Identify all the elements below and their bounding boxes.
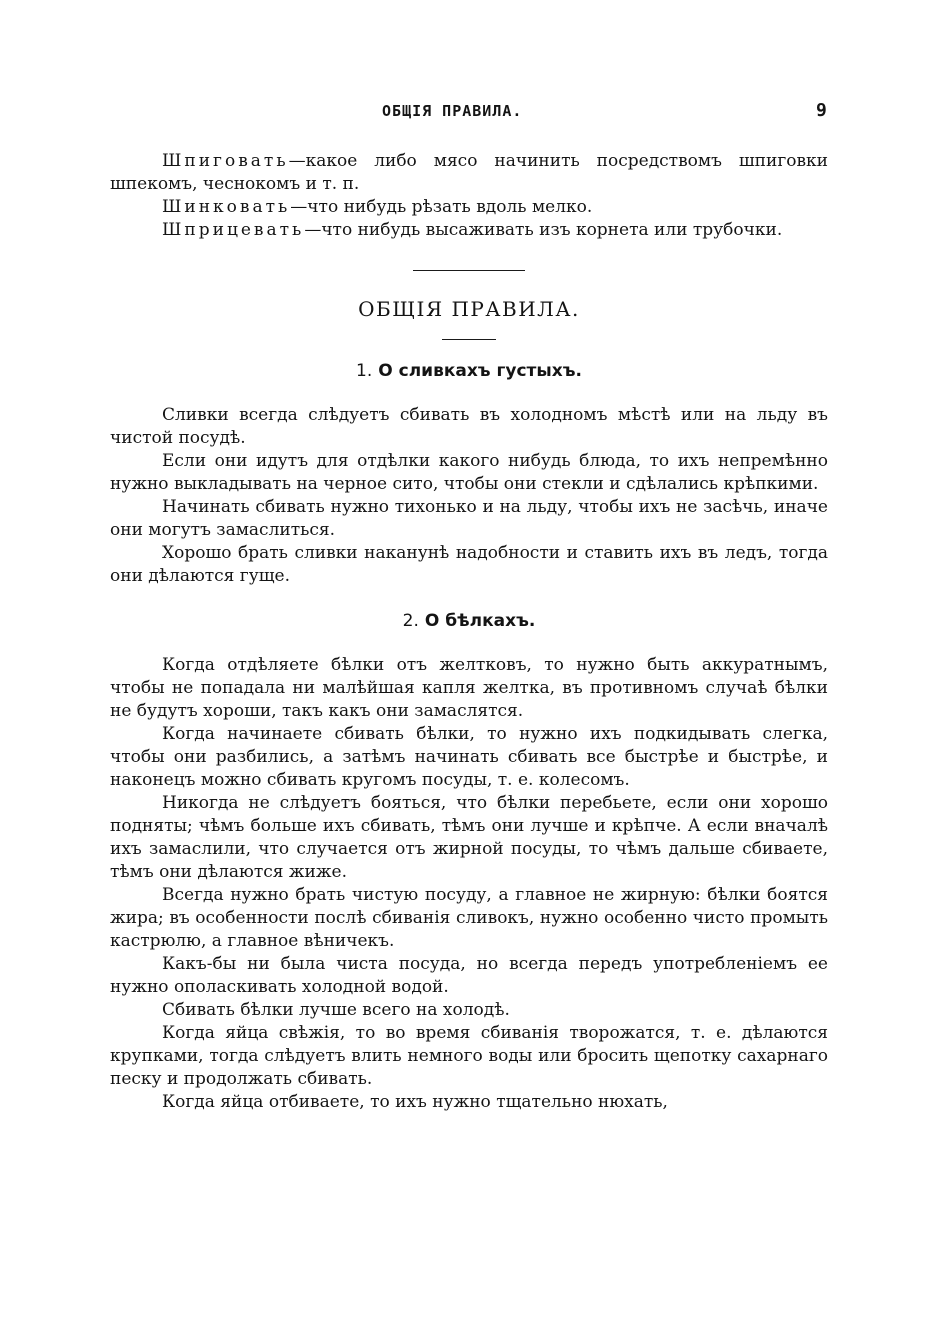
subsection-heading-whites bbox=[110, 610, 828, 632]
subsection-number: 2. bbox=[402, 611, 419, 631]
paragraph: Никогда не слѣдуетъ бояться, что бѣлки перебьете, если они хорошо подняты; чѣмъ больше ихъ сбивать, тѣмъ они лучше и крѣпче. А если вначалѣ ихъ замаслили, что случается отъ жирной посуды, то чѣмъ дальше сбиваете, тѣмъ они дѣлаются жиже. bbox=[110, 793, 828, 882]
paragraph: Когда яйца отбиваете, то ихъ нужно тщательно нюхать, bbox=[162, 1092, 668, 1112]
paragraph: Сливки всегда слѣдуетъ сбивать въ холодномъ мѣстѣ или на льду въ чистой посудѣ. bbox=[110, 405, 828, 448]
paragraph: Какъ-бы ни была чиста посуда, но всегда передъ употребленіемъ ее нужно ополаскивать холодной водой. bbox=[110, 954, 828, 997]
definition-term: Шпиговать bbox=[162, 151, 289, 171]
divider-rule bbox=[413, 270, 525, 271]
subsection-number: 1. bbox=[356, 361, 373, 381]
paragraph: Хорошо брать сливки наканунѣ надобности и ставить ихъ въ ледъ, тогда они дѣлаются гуще. bbox=[110, 543, 828, 586]
subsection-title: О сливкахъ густыхъ. bbox=[378, 361, 582, 381]
definition-term: Шприцевать bbox=[162, 220, 305, 240]
paragraph: Всегда нужно брать чистую посуду, а главное не жирную: бѣлки боятся жира; въ особенности послѣ сбиванія сливокъ, нужно особенно чисто промыть кастрюлю, а главное вѣничекъ. bbox=[110, 885, 828, 951]
running-title: ОБЩІЯ ПРАВИЛА. bbox=[382, 102, 523, 120]
paragraph: Когда отдѣляете бѣлки отъ желтковъ, то нужно быть аккуратнымъ, чтобы не попадала ни малѣйшая капля желтка, въ противномъ случаѣ бѣлки не будутъ хороши, такъ какъ они замаслятся. bbox=[110, 655, 828, 721]
definition-text: —какое либо мясо начинить посредствомъ шпиговки шпекомъ, чеснокомъ и т. п. bbox=[110, 151, 828, 194]
definition-text: —что нибудь рѣзать вдоль мелко. bbox=[290, 197, 593, 217]
divider-rule-short bbox=[442, 339, 496, 340]
paragraph: Когда яйца свѣжія, то во время сбиванія творожатся, т. е. дѣлаются крупками, тогда слѣдуетъ влить немного воды или бросить щепотку сахарнаго песку и продолжать сбивать. bbox=[110, 1023, 828, 1089]
running-head bbox=[0, 102, 936, 126]
paragraph: Если они идутъ для отдѣлки какого нибудь блюда, то ихъ непремѣнно нужно выкладывать на черное сито, чтобы они стекли и сдѣлались крѣпкими. bbox=[110, 451, 828, 494]
definition-term: Шинковать bbox=[162, 197, 291, 217]
subsection-heading-cream bbox=[110, 360, 828, 382]
paragraph: Когда начинаете сбивать бѣлки, то нужно ихъ подкидывать слегка, чтобы они разбились, а затѣмъ начинать сбивать все быстрѣе и быстрѣе, и наконецъ можно сбивать кругомъ посуды, т. е. колесомъ. bbox=[110, 724, 828, 790]
page-body bbox=[110, 150, 828, 1114]
paragraph: Сбивать бѣлки лучше всего на холодѣ. bbox=[162, 1000, 510, 1020]
definition-shpigovat bbox=[110, 150, 828, 196]
definition-shinkovat bbox=[110, 196, 828, 219]
section-title: ОБЩІЯ ПРАВИЛА. bbox=[358, 297, 580, 321]
subsection-title: О бѣлкахъ. bbox=[424, 611, 536, 631]
definition-shpritsevat bbox=[110, 219, 828, 242]
paragraph: Начинать сбивать нужно тихонько и на льду, чтобы ихъ не засѣчь, иначе они могутъ замаслиться. bbox=[110, 497, 828, 540]
page-number: 9 bbox=[816, 100, 827, 121]
definition-text: —что нибудь высаживать изъ корнета или трубочки. bbox=[304, 220, 783, 240]
